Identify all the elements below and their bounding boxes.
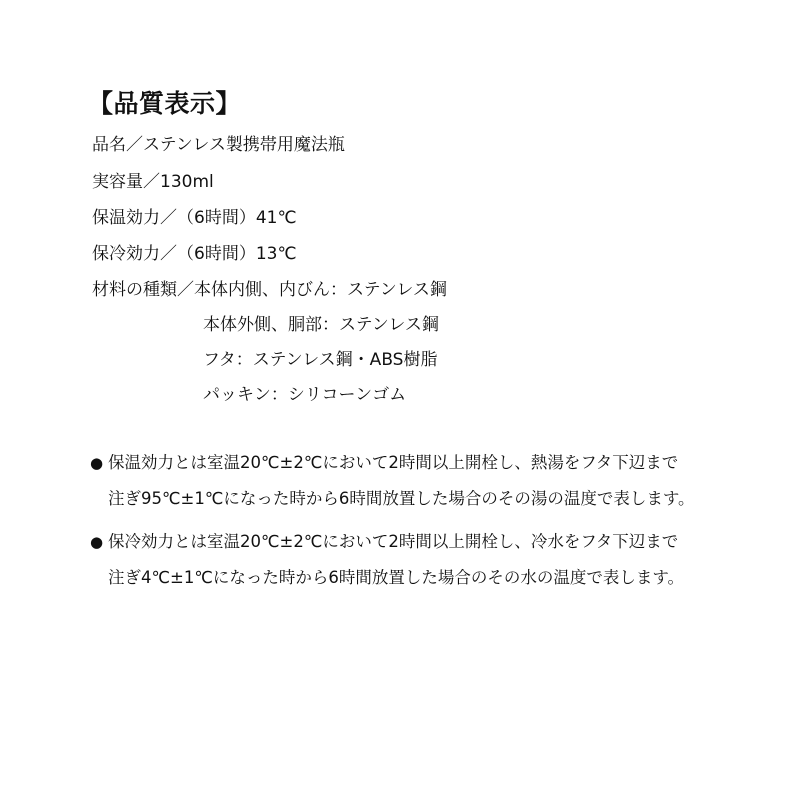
spec-capacity: 実容量／130ml: [92, 172, 214, 192]
bullet-icon: ●: [90, 533, 104, 551]
section-heading: 【品質表示】: [88, 89, 242, 118]
note-cold-retention: [90, 524, 684, 596]
note-line: 保温効力とは室温20℃±2℃において2時間以上開栓し、熱湯をフタ下辺まで: [108, 453, 679, 472]
note-line: 注ぎ4℃±1℃になった時から6時間放置した場合のその水の温度で表します。: [108, 568, 685, 587]
spec-heat-retention: 保温効力／（6時間）41℃: [92, 208, 297, 228]
spec-cold-retention: 保冷効力／（6時間）13℃: [92, 244, 297, 264]
spec-material-packing: パッキン：シリコーンゴム: [203, 385, 407, 405]
note-line: 保冷効力とは室温20℃±2℃において2時間以上開栓し、冷水をフタ下辺まで: [108, 532, 679, 551]
note-line: 注ぎ95℃±1℃になった時から6時間放置した場合のその湯の温度で表します。: [108, 489, 695, 508]
spec-product-name: 品名／ステンレス製携帯用魔法瓶: [92, 135, 345, 155]
bullet-icon: ●: [90, 454, 104, 472]
note-heat-retention: [90, 445, 695, 517]
spec-material-outer: 本体外側、胴部：ステンレス鋼: [203, 315, 439, 335]
spec-material-inner: 材料の種類／本体内側、内びん：ステンレス鋼: [92, 280, 447, 300]
spec-material-lid: フタ：ステンレス鋼・ABS樹脂: [203, 350, 438, 370]
